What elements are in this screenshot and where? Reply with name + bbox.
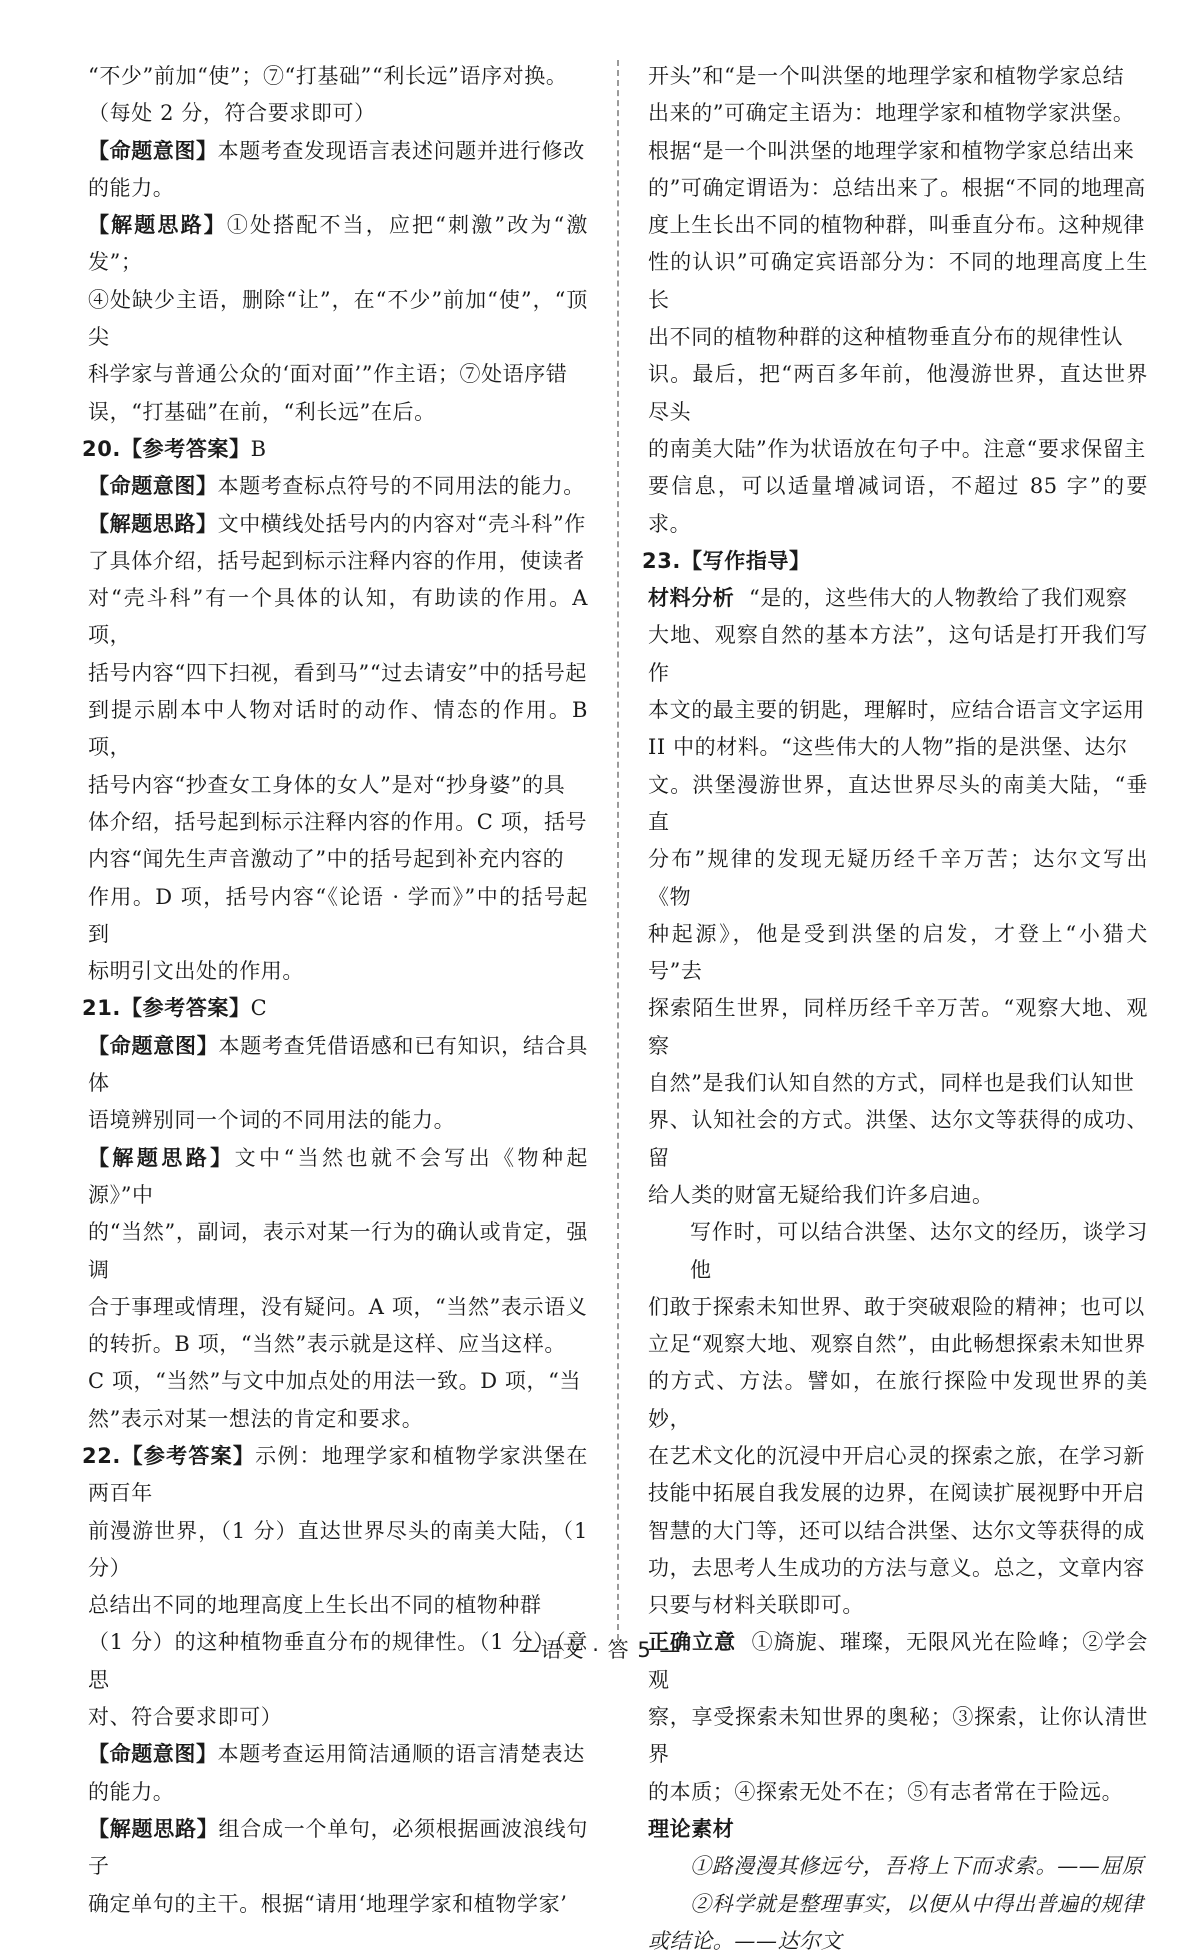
quote-line: ②科学就是整理事实，以便从中得出普遍的规律	[690, 1891, 1144, 1916]
q21-answer	[82, 990, 588, 1027]
text-line: 本文的最主要的钥匙，理解时，应结合语言文字运用	[648, 698, 1145, 723]
idea-tag: 【解题思路】	[88, 511, 218, 536]
text-line: 功，去思考人生成功的方法与意义。总之，文章内容	[648, 1555, 1145, 1580]
text-line: 标明引文出处的作用。	[88, 959, 304, 984]
text-span: 文中“当然也就不会写出《物种起源》”中	[88, 1145, 588, 1207]
text-line: 种起源》，他是受到洪堡的启发，才登上“小猎犬号”去	[648, 921, 1148, 984]
text-line: （1 分）的这种植物垂直分布的规律性。（1 分）（意思	[88, 1630, 588, 1692]
q19-intent	[88, 133, 588, 170]
text-line: 总结出不同的地理高度上生长出不同的植物种群	[88, 1593, 542, 1618]
idea-tag: 【解题思路】	[88, 1816, 219, 1841]
q22-idea	[88, 1811, 588, 1886]
question-number: 21.	[82, 996, 122, 1021]
text-line: 的转折。B 项，“当然”表示就是这样、应当这样。	[88, 1332, 566, 1357]
text-line: 智慧的大门等，还可以结合洪堡、达尔文等获得的成	[648, 1518, 1145, 1543]
q22-answer	[82, 1438, 588, 1513]
text-line: 的“当然”，副词，表示对某一行为的确认或肯定，强调	[88, 1220, 588, 1282]
text-line: 出来的”可确定主语为：地理学家和植物学家洪堡。	[648, 101, 1135, 126]
text-line: 察，享受探索未知世界的奥秘；③探索，让你认清世界	[648, 1705, 1148, 1767]
q21-intent	[88, 1028, 588, 1103]
text-line: II 中的材料。“这些伟大的人物”指的是洪堡、达尔	[648, 735, 1128, 760]
text-span: 本题考查凭借语感和已有知识，结合具体	[88, 1033, 588, 1096]
text-line: 界、认知社会的方式。洪堡、达尔文等获得的成功、留	[648, 1108, 1148, 1170]
text-line: 的能力。	[88, 175, 175, 200]
intent-tag: 【命题意图】	[88, 138, 218, 163]
text-line: ④处缺少主语，删除“让”，在“不少”前加“使”，“顶尖	[88, 287, 588, 350]
q19-idea	[88, 207, 588, 282]
text-line: 立足“观察大地、观察自然”，由此畅想探索未知世界	[648, 1332, 1146, 1357]
text-line: 误，“打基础”在前，“利长远”在后。	[88, 399, 436, 424]
intent-tag: 【命题意图】	[88, 474, 218, 499]
text-line: 内容“闻先生声音激动了”中的括号起到补充内容的	[88, 847, 565, 872]
text-line: 自然”是我们认知自然的方式，同样也是我们认知世	[648, 1071, 1135, 1096]
page-footer: —语文 · 答 5 —	[518, 1638, 682, 1662]
text-line: 的南美大陆”作为状语放在句子中。注意“要求保留主	[648, 436, 1146, 461]
answer-value: C	[250, 996, 268, 1021]
answer-tag: 【参考答案】	[121, 1443, 256, 1468]
text-line: 大地、观察自然的基本方法”，这句话是打开我们写作	[648, 623, 1148, 685]
quote-line: ①路漫漫其修远兮，吾将上下而求索。——屈原	[690, 1854, 1144, 1879]
text-line: 作用。D 项，括号内容“《论语 · 学而》”中的括号起到	[88, 884, 588, 946]
text-line: 科学家与普通公众的‘面对面’”作主语；⑦处语序错	[88, 362, 568, 387]
theory-heading	[648, 1811, 1148, 1848]
question-number: 20.	[82, 436, 122, 461]
intent-tag: 【命题意图】	[88, 1742, 218, 1767]
text-line: 在艺术文化的沉浸中开启心灵的探索之旅，在学习新	[648, 1443, 1145, 1468]
text-line: 开头”和“是一个叫洪堡的地理学家和植物学家总结	[648, 64, 1125, 88]
section-keyword: 材料分析	[648, 586, 735, 611]
text-line: 的方式、方法。譬如，在旅行探险中发现世界的美妙，	[648, 1369, 1148, 1431]
text-line: 确定单句的主干。根据“请用‘地理学家和植物学家’	[88, 1891, 568, 1916]
q21-idea	[88, 1140, 588, 1215]
idea-tag: 【解题思路】	[88, 1145, 235, 1170]
text-line: 性的认识”可确定宾语部分为：不同的地理高度上生长	[648, 250, 1148, 312]
answer-tag: 【参考答案】	[121, 996, 251, 1021]
text-span: 示例：地理学家和植物学家洪堡在两百年	[88, 1443, 588, 1506]
text-line: 前漫游世界，（1 分）直达世界尽头的南美大陆，（1 分）	[88, 1518, 596, 1580]
text-line: 技能中拓展自我发展的边界，在阅读扩展视野中开启	[648, 1481, 1145, 1506]
text-line: C 项，“当然”与文中加点处的用法一致。D 项，“当	[88, 1369, 582, 1394]
text-line: 出不同的植物种群的这种植物垂直分布的规律性认	[648, 325, 1124, 350]
text-span: ①处搭配不当，应把“刺激”改为“激发”；	[88, 213, 588, 275]
text-line: 了具体介绍，括号起到标示注释内容的作用，使读者	[88, 548, 585, 573]
text-span: 本题考查运用简洁通顺的语言清楚表达	[217, 1742, 585, 1767]
text-span: 本题考查发现语言表述问题并进行修改	[217, 138, 585, 163]
text-line: 根据“是一个叫洪堡的地理学家和植物学家总结出来	[648, 138, 1135, 163]
text-line: 到提示剧本中人物对话时的动作、情态的作用。B 项，	[88, 698, 596, 760]
text-line: 们敢于探索未知世界、敢于突破艰险的精神；也可以	[648, 1294, 1145, 1319]
writing-guide-tag: 【写作指导】	[681, 548, 811, 573]
text-line: 度上生长出不同的植物种群，叫垂直分布。这种规律	[648, 213, 1145, 238]
q23-heading	[642, 543, 1148, 580]
text-line: “不少”前加“使”；⑦“打基础”“利长远”语序对换。	[88, 64, 568, 88]
text-line: 识。最后，把“两百多年前，他漫游世界，直达世界尽头	[648, 362, 1148, 424]
answer-tag: 【参考答案】	[121, 436, 251, 461]
text-line: 文。洪堡漫游世界，直达世界尽头的南美大陆，“垂直	[648, 772, 1148, 834]
text-line: 然”表示对某一想法的肯定和要求。	[88, 1406, 424, 1431]
text-line: 给人类的财富无疑给我们许多启迪。	[648, 1182, 994, 1207]
text-line: 括号内容“四下扫视，看到马”“过去请安”中的括号起	[88, 660, 587, 685]
text-span: 组合成一个单句，必须根据画波浪线句子	[88, 1816, 588, 1879]
question-number: 23.	[642, 548, 682, 573]
text-line: 的”可确定谓语为：总结出来了。根据“不同的地理高	[648, 175, 1146, 200]
material-analysis	[648, 580, 1148, 617]
text-line: 写作时，可以结合洪堡、达尔文的经历，谈学习他	[690, 1220, 1148, 1282]
text-line: 的本质；④探索无处不在；⑤有志者常在于险远。	[648, 1779, 1124, 1804]
text-line: 合于事理或情理，没有疑问。A 项，“当然”表示语义	[88, 1294, 588, 1319]
question-number: 22.	[82, 1443, 122, 1468]
answer-value: B	[250, 436, 267, 461]
text-line: 只要与材料关联即可。	[648, 1593, 864, 1618]
right-column	[642, 58, 1148, 1960]
text-line: 要信息，可以适量增减词语，不超过 85 字”的要求。	[648, 474, 1148, 536]
section-keyword: 理论素材	[648, 1816, 735, 1841]
intent-tag: 【命题意图】	[88, 1033, 219, 1058]
text-line: 分布”规律的发现无疑历经千辛万苦；达尔文写出《物	[648, 847, 1148, 909]
section-keyword: 正确立意	[648, 1630, 737, 1655]
text-line: 语境辨别同一个词的不同用法的能力。	[88, 1108, 456, 1133]
text-span: 文中横线处括号内的内容对“壳斗科”作	[217, 511, 586, 536]
text-line: 的能力。	[88, 1779, 175, 1804]
q20-idea	[88, 506, 588, 543]
q20-answer	[82, 431, 588, 468]
text-span: 本题考查标点符号的不同用法的能力。	[217, 474, 585, 499]
q20-intent	[88, 468, 588, 505]
text-span: “是的，这些伟大的人物教给了我们观察	[748, 586, 1128, 611]
text-line: 对“壳斗科”有一个具体的认知，有助读的作用。A 项，	[88, 586, 596, 648]
text-line: 探索陌生世界，同样历经千辛万苦。“观察大地、观察	[648, 996, 1148, 1058]
text-line: 体介绍，括号起到标示注释内容的作用。C 项，括号	[88, 809, 588, 834]
text-line: 对、符合要求即可）	[88, 1705, 283, 1730]
column-divider	[617, 60, 619, 1640]
text-line: （每处 2 分，符合要求即可）	[88, 101, 376, 126]
idea-tag: 【解题思路】	[88, 213, 227, 238]
text-span: ①旖旎、璀璨，无限风光在险峰；②学会观	[648, 1630, 1148, 1692]
quote-line: 或结论。——达尔文	[648, 1928, 843, 1953]
text-line: 括号内容“抄查女工身体的女人”是对“抄身婆”的具	[88, 772, 566, 797]
q22-intent	[88, 1736, 588, 1773]
